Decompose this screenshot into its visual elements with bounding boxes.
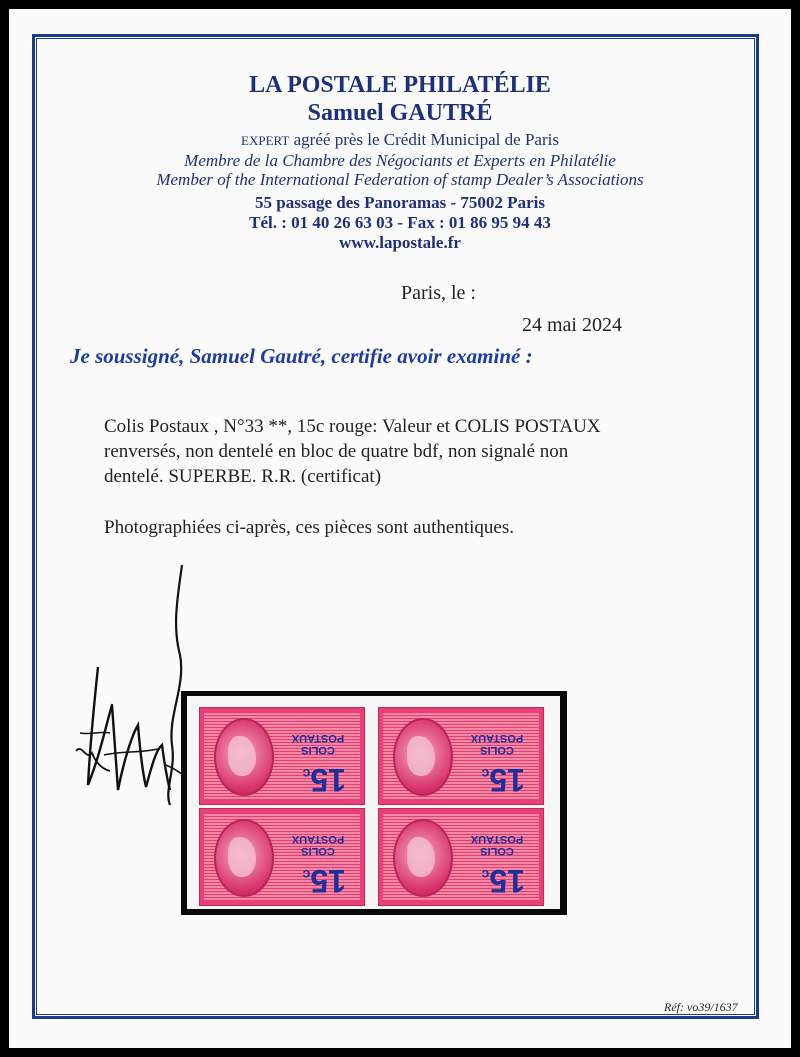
description-line-3: dentelé. SUPERBE. R.R. (certificat)	[104, 466, 382, 487]
place-label: Paris, le :	[401, 282, 476, 304]
company-name: LA POSTALE PHILATÉLIE	[249, 72, 551, 98]
description-line-2: renversés, non dentelé en bloc de quatre bdf, non signalé non	[104, 441, 569, 462]
stamp-value-unit: c	[481, 766, 490, 782]
overprint-colis: COLIS	[480, 744, 514, 756]
description-line-1: Colis Postaux , N°33 **, 15c rouge: Valeur et COLIS POSTAUX	[104, 416, 601, 437]
website: www.lapostale.fr	[339, 233, 461, 252]
stamp-value	[482, 859, 525, 897]
stamp-photo	[181, 691, 567, 915]
stamp-value	[303, 758, 346, 796]
overprint-postaux: POSTAUX	[291, 833, 345, 845]
inverted-overprint	[461, 714, 533, 800]
expert-name: Samuel GAUTRÉ	[307, 100, 493, 126]
overprint-postaux: POSTAUX	[470, 732, 524, 744]
signature-icon	[60, 555, 200, 815]
certificate-date: 24 mai 2024	[522, 314, 622, 336]
marianne-head-icon	[228, 736, 256, 776]
stamp-block	[187, 696, 560, 909]
expert-caps: EXPERT	[241, 133, 290, 148]
stamp	[378, 808, 544, 906]
overprint-postaux: POSTAUX	[291, 732, 345, 744]
certification-intro: Je soussigné, Samuel Gautré, certifie avoir examiné :	[70, 344, 533, 368]
stamp-value	[482, 758, 525, 796]
marianne-head-icon	[407, 837, 435, 877]
reference-number: Réf: vo39/1637	[664, 1000, 738, 1014]
overprint-colis: COLIS	[480, 845, 514, 857]
chamber-membership: Membre de la Chambre des Négociants et Experts en Philatélie	[184, 151, 616, 170]
stamp	[199, 808, 365, 906]
authenticity-statement: Photographiées ci-après, ces pièces sont authentiques.	[104, 517, 514, 538]
inverted-overprint	[282, 714, 354, 800]
stamp-value-unit: c	[481, 867, 490, 883]
stamp-value-number: 15	[489, 762, 525, 798]
overprint-colis: COLIS	[301, 845, 335, 857]
stamp-value-number: 15	[489, 863, 525, 899]
overprint-colis: COLIS	[301, 744, 335, 756]
expert-accreditation	[0, 130, 800, 150]
inverted-overprint	[461, 815, 533, 901]
overprint-postaux: POSTAUX	[470, 833, 524, 845]
federation-membership: Member of the International Federation of stamp Dealer’s Associations	[156, 170, 644, 189]
stamp	[378, 707, 544, 805]
stamp	[199, 707, 365, 805]
stamp-value-unit: c	[302, 867, 311, 883]
item-description	[104, 414, 744, 489]
stamp-value	[303, 859, 346, 897]
stamp-value-unit: c	[302, 766, 311, 782]
stamp-value-number: 15	[310, 863, 346, 899]
address: 55 passage des Panoramas - 75002 Paris	[255, 193, 545, 212]
phone-fax: Tél. : 01 40 26 63 03 - Fax : 01 86 95 94 43	[249, 213, 551, 232]
marianne-head-icon	[228, 837, 256, 877]
stamp-value-number: 15	[310, 762, 346, 798]
inverted-overprint	[282, 815, 354, 901]
expert-accreditation-text: agréé près le Crédit Municipal de Paris	[289, 130, 559, 149]
marianne-head-icon	[407, 736, 435, 776]
